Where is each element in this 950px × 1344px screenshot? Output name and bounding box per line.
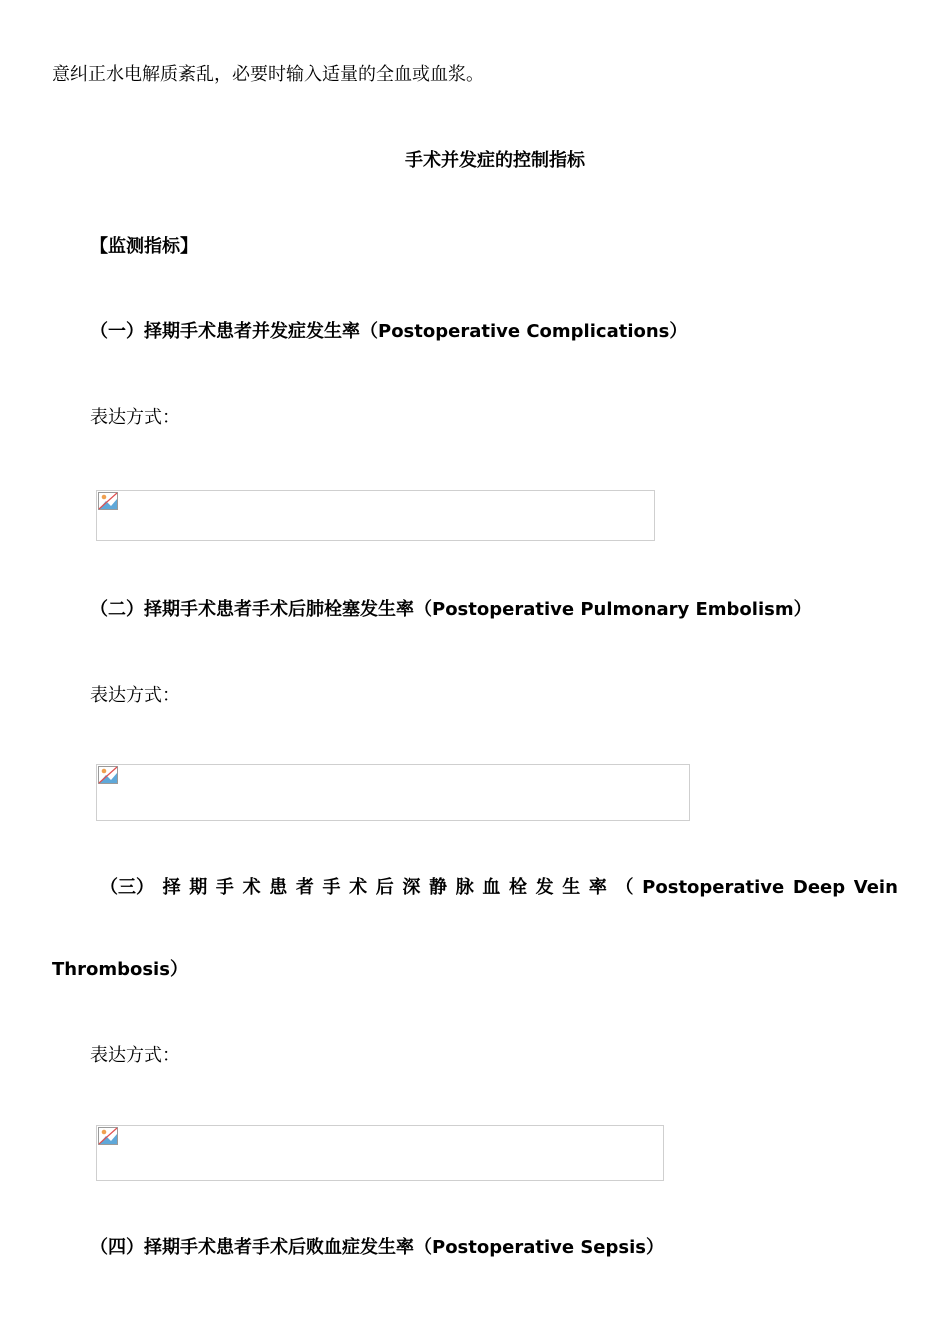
item3-title-part: 血 [482, 877, 501, 898]
item2-expression-label: 表达方式： [90, 685, 180, 706]
item1-expression-label: 表达方式： [90, 407, 180, 428]
item3-title-part: 生 [562, 877, 581, 898]
item3-title-part: 术 [242, 877, 261, 898]
item3-title-part: Postoperative [642, 877, 785, 898]
item3-title-part: 者 [295, 877, 314, 898]
broken-image-icon [98, 1127, 118, 1145]
item2-title: （二）择期手术患者手术后肺栓塞发生率（Postoperative Pulmonary Embolism） [90, 599, 812, 620]
item3-formula-image [96, 1125, 664, 1181]
item3-title-continuation: Thrombosis） [52, 959, 188, 980]
item3-expression-label: 表达方式： [90, 1045, 180, 1066]
item3-title-part: 患 [269, 877, 288, 898]
intro-tail-paragraph: 意纠正水电解质紊乱，必要时输入适量的全血或血浆。 [52, 64, 484, 85]
item3-title-part: Deep [792, 877, 846, 898]
item3-title [100, 876, 898, 900]
item3-title-part: 后 [375, 877, 394, 898]
item3-title-part: 率 [588, 877, 607, 898]
monitor-heading: 【监测指标】 [90, 236, 198, 257]
item3-title-part: 发 [535, 877, 554, 898]
item3-title-part: （三） [100, 877, 154, 898]
broken-image-icon [98, 492, 118, 510]
item3-title-part: 栓 [508, 877, 527, 898]
item3-title-part: 深 [402, 877, 421, 898]
item1-formula-image [96, 490, 655, 541]
broken-image-icon [98, 766, 118, 784]
item4-title: （四）择期手术患者手术后败血症发生率（Postoperative Sepsis） [90, 1237, 664, 1258]
item3-title-part: 期 [189, 877, 208, 898]
item3-title-part: 术 [349, 877, 368, 898]
section-title: 手术并发症的控制指标 [405, 150, 585, 171]
item3-title-part: 静 [429, 877, 448, 898]
item3-title-part: 手 [215, 877, 234, 898]
item1-title: （一）择期手术患者并发症发生率（Postoperative Complications） [90, 321, 688, 342]
item3-title-part: 脉 [455, 877, 474, 898]
item3-title-part: （ [615, 877, 634, 898]
item3-title-part: 手 [322, 877, 341, 898]
item3-title-part: Vein [853, 877, 898, 898]
item2-formula-image [96, 764, 690, 821]
item3-title-part: 择 [162, 877, 181, 898]
